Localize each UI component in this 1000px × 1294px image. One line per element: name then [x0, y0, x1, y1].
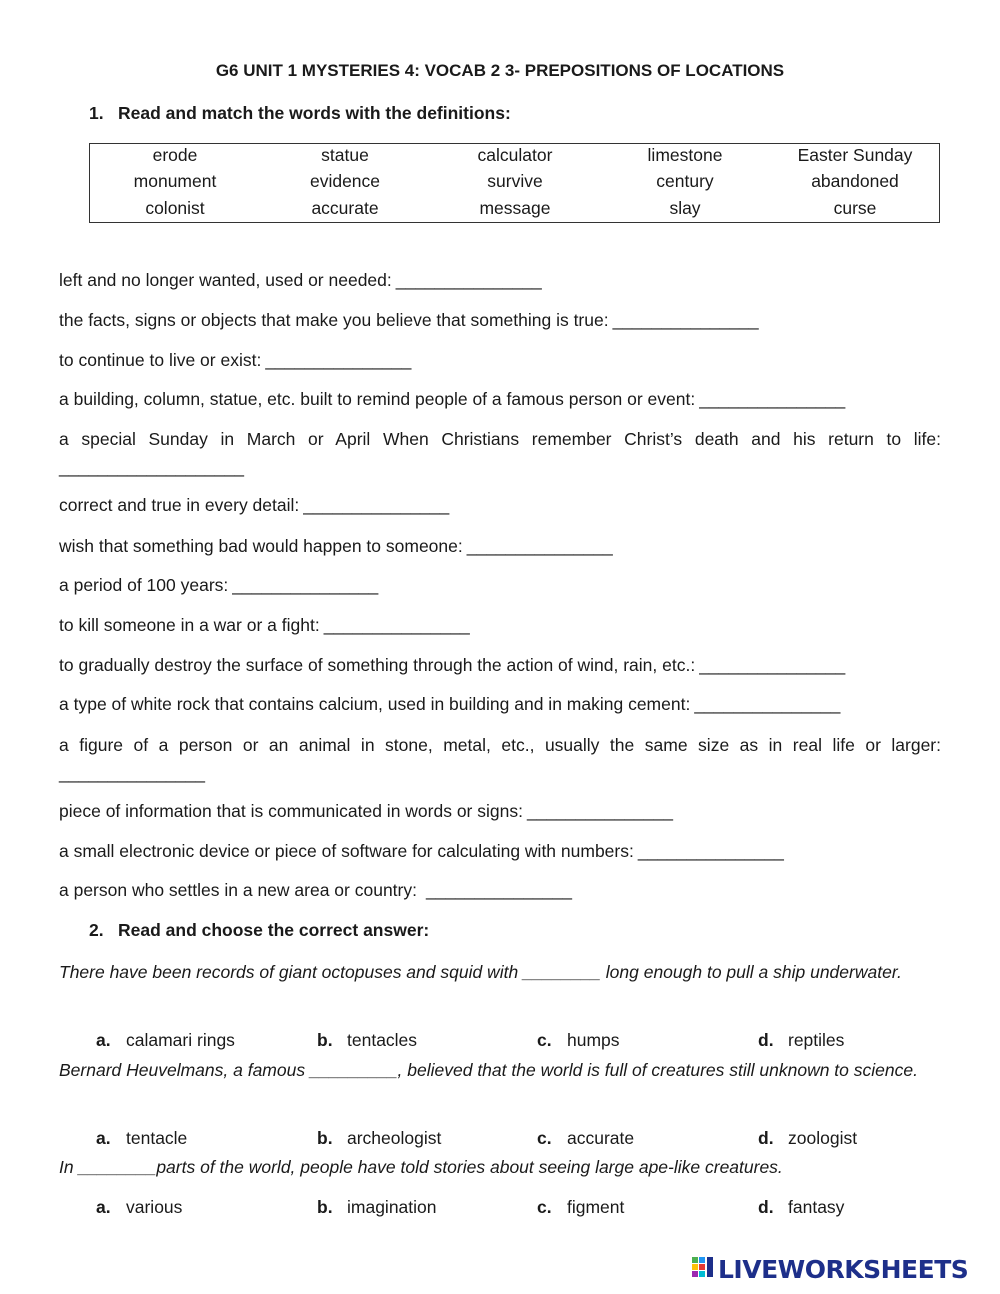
option-letter: d.	[758, 1128, 774, 1148]
option-letter: d.	[758, 1030, 774, 1050]
word-bank-word: calculator	[477, 145, 553, 165]
question-text: There have been records of giant octopuses and squid with ________ long enough to pull a ship underwater.	[59, 962, 902, 982]
definition-text: a type of white rock that contains calcium, used in building and in making cement:	[59, 694, 691, 714]
option-letter: b.	[317, 1197, 333, 1217]
word-bank-word: erode	[152, 145, 198, 165]
definition-item	[59, 491, 941, 519]
liveworksheets-logo	[692, 1254, 968, 1284]
logo-icon	[692, 1257, 714, 1281]
option-c[interactable]	[537, 1128, 634, 1149]
section-2-number: 2.	[89, 920, 104, 940]
option-label: calamari rings	[126, 1030, 235, 1050]
definition-item	[59, 306, 941, 334]
option-a[interactable]	[96, 1197, 182, 1218]
definition-item	[59, 346, 941, 374]
question-text: In ________parts of the world, people have told stories about seeing large ape-like creatures.	[59, 1157, 783, 1177]
option-letter: a.	[96, 1197, 111, 1217]
section-2-heading-text: Read and choose the correct answer:	[118, 920, 430, 940]
definition-text: to gradually destroy the surface of something through the action of wind, rain, etc.:	[59, 655, 696, 675]
definition-item	[59, 266, 941, 294]
word-bank-word: accurate	[311, 198, 379, 218]
definition-item	[59, 731, 941, 787]
option-label: tentacles	[347, 1030, 418, 1050]
word-bank-word: statue	[321, 145, 369, 165]
definition-item	[59, 571, 941, 599]
word-bank-word: limestone	[647, 145, 723, 165]
answer-blank[interactable]: _______________	[395, 270, 542, 290]
definition-item	[59, 611, 941, 639]
word-bank-row	[90, 198, 939, 224]
option-b[interactable]	[317, 1030, 417, 1051]
word-bank-word: monument	[133, 171, 217, 191]
logo-text: LIVEWORKSHEETS	[718, 1254, 969, 1284]
answer-blank[interactable]: _______________	[694, 694, 841, 714]
page-title: G6 UNIT 1 MYSTERIES 4: VOCAB 2 3- PREPOSITIONS OF LOCATIONS	[215, 61, 785, 80]
question-text: Bernard Heuvelmans, a famous _________, believed that the world is full of creatures still unknown to science.	[59, 1060, 918, 1080]
answer-blank[interactable]: _______________	[232, 575, 379, 595]
option-letter: a.	[96, 1128, 111, 1148]
word-bank-word: colonist	[145, 198, 205, 218]
option-d[interactable]	[758, 1030, 844, 1051]
definition-item	[59, 651, 941, 679]
answer-blank[interactable]: ___________________	[59, 457, 244, 477]
option-label: figment	[567, 1197, 625, 1217]
section-2-heading	[89, 920, 429, 941]
answer-blank[interactable]: _______________	[637, 841, 784, 861]
word-bank-word: abandoned	[811, 171, 899, 191]
option-label: fantasy	[788, 1197, 845, 1217]
option-label: tentacle	[126, 1128, 188, 1148]
option-d[interactable]	[758, 1197, 844, 1218]
definition-item	[59, 532, 941, 560]
word-bank-word: message	[479, 198, 551, 218]
answer-blank[interactable]: _______________	[265, 350, 412, 370]
definition-item	[59, 797, 941, 825]
definition-text: a period of 100 years:	[59, 575, 229, 595]
option-b[interactable]	[317, 1128, 441, 1149]
option-a[interactable]	[96, 1030, 235, 1051]
option-label: various	[126, 1197, 183, 1217]
option-letter: d.	[758, 1197, 774, 1217]
word-bank-word: century	[656, 171, 714, 191]
option-a[interactable]	[96, 1128, 187, 1149]
answer-blank[interactable]: _______________	[425, 880, 572, 900]
option-letter: b.	[317, 1128, 333, 1148]
answer-options	[0, 1030, 1000, 1056]
word-bank-word: curse	[833, 198, 877, 218]
option-letter: c.	[537, 1197, 552, 1217]
word-bank-word: Easter Sunday	[797, 145, 913, 165]
answer-blank[interactable]: _______________	[323, 615, 470, 635]
option-label: archeologist	[347, 1128, 442, 1148]
definition-text: piece of information that is communicated in words or signs:	[59, 801, 523, 821]
definition-text: left and no longer wanted, used or needed:	[59, 270, 392, 290]
definition-text: a figure of a person or an animal in stone, metal, etc., usually the same size as in real life or larger:	[59, 735, 941, 755]
option-letter: a.	[96, 1030, 111, 1050]
option-letter: c.	[537, 1030, 552, 1050]
definition-text: to continue to live or exist:	[59, 350, 262, 370]
definition-text: the facts, signs or objects that make you believe that something is true:	[59, 310, 609, 330]
section-1-number: 1.	[89, 103, 104, 123]
option-label: zoologist	[788, 1128, 858, 1148]
option-b[interactable]	[317, 1197, 437, 1218]
option-label: humps	[567, 1030, 620, 1050]
section-1-heading	[89, 103, 511, 124]
answer-blank[interactable]: _______________	[699, 389, 846, 409]
option-label: imagination	[347, 1197, 437, 1217]
answer-options	[0, 1197, 1000, 1223]
definition-text: wish that something bad would happen to someone:	[59, 536, 463, 556]
word-bank-word: slay	[669, 198, 701, 218]
definition-text: to kill someone in a war or a fight:	[59, 615, 320, 635]
definition-text: a building, column, statue, etc. built to remind people of a famous person or event:	[59, 389, 696, 409]
option-c[interactable]	[537, 1197, 624, 1218]
option-c[interactable]	[537, 1030, 620, 1051]
definition-item	[59, 385, 941, 413]
word-bank	[89, 143, 940, 223]
definition-text: a small electronic device or piece of software for calculating with numbers:	[59, 841, 634, 861]
option-label: reptiles	[788, 1030, 845, 1050]
answer-blank[interactable]: _______________	[466, 536, 613, 556]
definition-text: a person who settles in a new area or country:	[59, 880, 417, 900]
definition-item	[59, 690, 941, 718]
definition-item	[59, 876, 941, 904]
answer-blank[interactable]: _______________	[612, 310, 759, 330]
answer-blank[interactable]: _______________	[699, 655, 846, 675]
word-bank-word: evidence	[309, 171, 381, 191]
option-letter: b.	[317, 1030, 333, 1050]
definition-item	[59, 425, 941, 481]
option-d[interactable]	[758, 1128, 857, 1149]
answer-blank[interactable]: _______________	[59, 763, 205, 783]
word-bank-word: survive	[487, 171, 543, 191]
section-1-heading-text: Read and match the words with the definitions:	[118, 103, 511, 123]
definition-item	[59, 837, 941, 865]
word-bank-row	[90, 171, 939, 197]
answer-options	[0, 1128, 1000, 1154]
word-bank-row	[90, 145, 939, 171]
answer-blank[interactable]: _______________	[526, 801, 673, 821]
option-letter: c.	[537, 1128, 552, 1148]
definition-text: correct and true in every detail:	[59, 495, 300, 515]
definition-text: a special Sunday in March or April When Christians remember Christ’s death and his return to life:	[59, 429, 941, 449]
answer-blank[interactable]: _______________	[303, 495, 450, 515]
option-label: accurate	[567, 1128, 635, 1148]
